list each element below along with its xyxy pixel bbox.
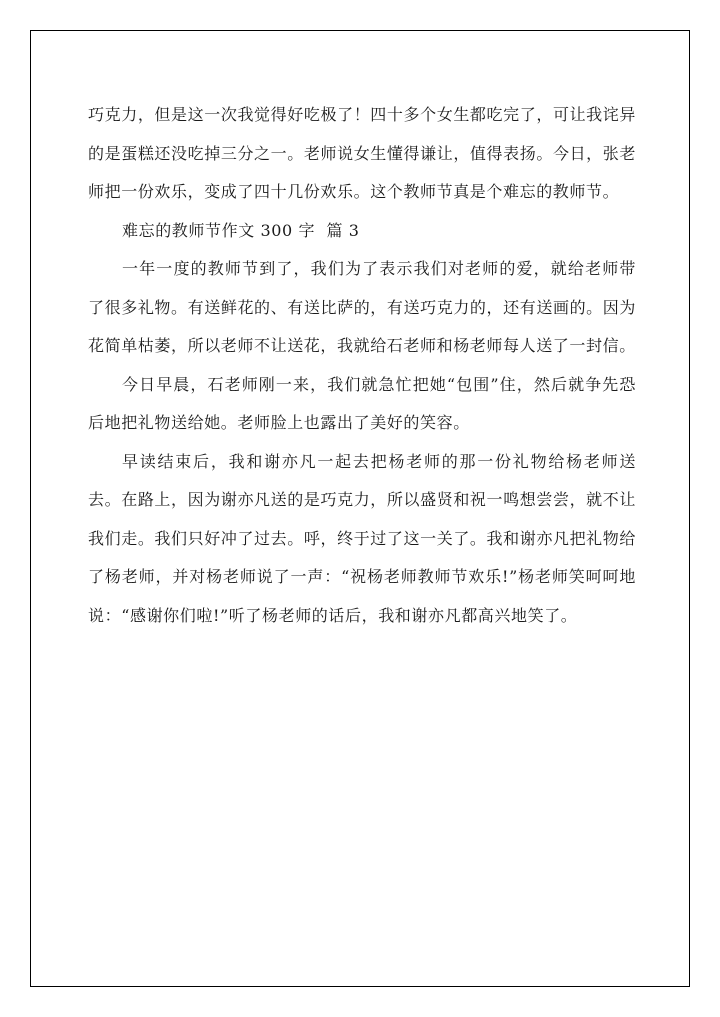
paragraph-3: 今日早晨，石老师刚一来，我们就急忙把她“包围”住，然后就争先恐后地把礼物送给她。老师脸上也露出了美好的笑容。 xyxy=(88,374,636,432)
section-heading: 难忘的教师节作文 300 字 篇 3 xyxy=(122,220,360,240)
paragraph-4: 早读结束后，我和谢亦凡一起去把杨老师的那一份礼物给杨老师送去。在路上，因为谢亦凡送的是巧克力，所以盛贤和祝一鸣想尝尝，就不让我们走。我们只好冲了过去。呼，终于过了这一关了。我和谢亦凡把礼物给了杨老师，并对杨老师说了一声：“祝杨老师教师节欢乐!”杨老师笑呵呵地说：“感谢你们啦!”听了杨老师的话后，我和谢亦凡都高兴地笑了。 xyxy=(88,451,636,625)
paragraph-2: 一年一度的教师节到了，我们为了表示我们对老师的爱，就给老师带了很多礼物。有送鲜花的、有送比萨的，有送巧克力的，还有送画的。因为花简单枯萎，所以老师不让送花，我就给石老师和杨老师每人送了一封信。 xyxy=(88,259,636,355)
paragraph-1: 巧克力，但是这一次我觉得好吃极了！四十多个女生都吃完了，可让我诧异的是蛋糕还没吃掉三分之一。老师说女生懂得谦让，值得表扬。今日，张老师把一份欢乐，变成了四十几份欢乐。这个教师节真是个难忘的教师节。 xyxy=(88,105,636,201)
document-body xyxy=(88,96,636,635)
